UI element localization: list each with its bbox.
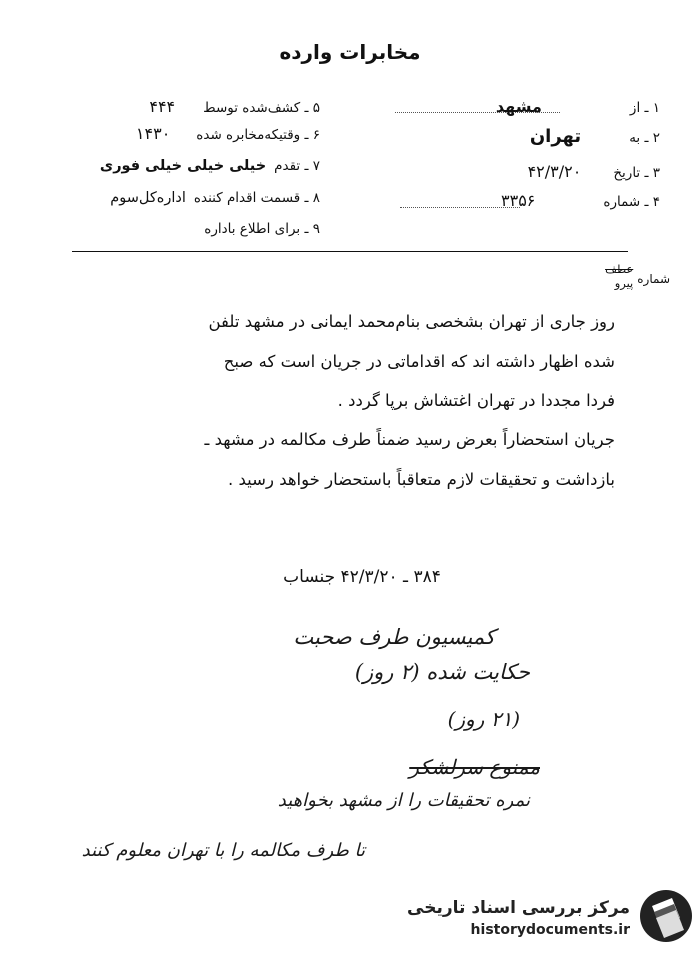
field-date-label: ۳ ـ تاریخ	[613, 165, 660, 181]
reference-code: ۳۸۴ ـ ۴۲/۳/۲۰ جنساب	[283, 567, 441, 587]
watermark-name: مرکز بررسی اسناد تاریخی	[407, 898, 630, 918]
watermark	[400, 880, 700, 955]
field-from-label: ۱ ـ از	[629, 100, 660, 116]
field-transmit-time	[136, 124, 320, 143]
handwritten-note: تا طرف مکالمه را با تهران معلوم کنند	[81, 840, 365, 861]
body-line: جریان استحضاراً بعرض رسید ضمناً طرف مکالمه در مشهد ـ	[204, 430, 615, 449]
handwritten-note: ممنوع سرلشکر	[409, 755, 540, 779]
field-action-department-value: اداره‌کل‌سوم	[110, 190, 186, 206]
body-line: فردا مجددا در تهران اغتشاش برپا گردد .	[337, 391, 615, 410]
field-priority-label: ۷ ـ تقدم	[274, 158, 320, 174]
field-transmit-time-label: ۶ ـ وقتیکه‌مخابره شده	[196, 127, 320, 143]
field-to	[530, 126, 660, 147]
handwritten-note: نمره تحقیقات را از مشهد بخواهید	[277, 790, 530, 811]
field-decoded-by	[149, 97, 320, 116]
field-for-information	[196, 221, 320, 237]
body-line: شده اظهار داشته اند که اقداماتی در جریان است که صبح	[223, 352, 615, 371]
field-number-label: ۴ ـ شماره	[603, 194, 660, 210]
body-line: بازداشت و تحقیقات لازم متعاقباً باستحضار خواهد رسید .	[228, 470, 615, 489]
field-date-value: ۴۲/۳/۲۰	[527, 162, 582, 181]
field-from-value: مشهد	[495, 97, 542, 116]
dotted-line	[400, 207, 520, 208]
field-transmit-time-value: ۱۴۳۰	[135, 124, 171, 143]
handwritten-note: کمیسیون طرف صحبت	[293, 625, 495, 649]
field-date	[528, 162, 660, 181]
field-number	[501, 191, 660, 210]
archive-logo-icon	[638, 888, 694, 944]
field-to-value: تهران	[529, 126, 582, 147]
page-title: مخابرات وارده	[279, 40, 421, 64]
handwritten-note: (۲۱ روز)	[447, 707, 520, 731]
body-line: روز جاری از تهران بشخصی بنام‌محمد ایمانی در مشهد تلفن	[208, 312, 615, 331]
number-label: شماره	[637, 272, 670, 286]
field-decoded-by-value: ۴۴۴	[149, 97, 176, 116]
field-action-department	[110, 190, 320, 206]
field-decoded-by-label: ۵ ـ کشف‌شده توسط	[203, 100, 320, 116]
handwritten-note: حکایت شده (۲ روز)	[354, 660, 530, 684]
header-divider	[72, 251, 628, 252]
field-number-value: ۳۳۵۶	[501, 191, 536, 210]
field-priority	[100, 158, 320, 174]
field-from	[496, 97, 660, 116]
field-action-department-label: ۸ ـ قسمت اقدام کننده	[193, 190, 320, 206]
number-option-peyro: پیرو	[614, 276, 634, 290]
watermark-url: historydocuments.ir	[470, 922, 630, 938]
field-for-information-label: ۹ ـ برای اطلاع باداره	[204, 221, 320, 237]
number-option-atf: عطف	[605, 262, 634, 276]
field-priority-value: خیلی خیلی خیلی فوری	[99, 158, 267, 174]
dotted-line	[395, 112, 560, 113]
field-to-label: ۲ ـ به	[629, 130, 660, 146]
reference-number-label	[605, 262, 670, 290]
